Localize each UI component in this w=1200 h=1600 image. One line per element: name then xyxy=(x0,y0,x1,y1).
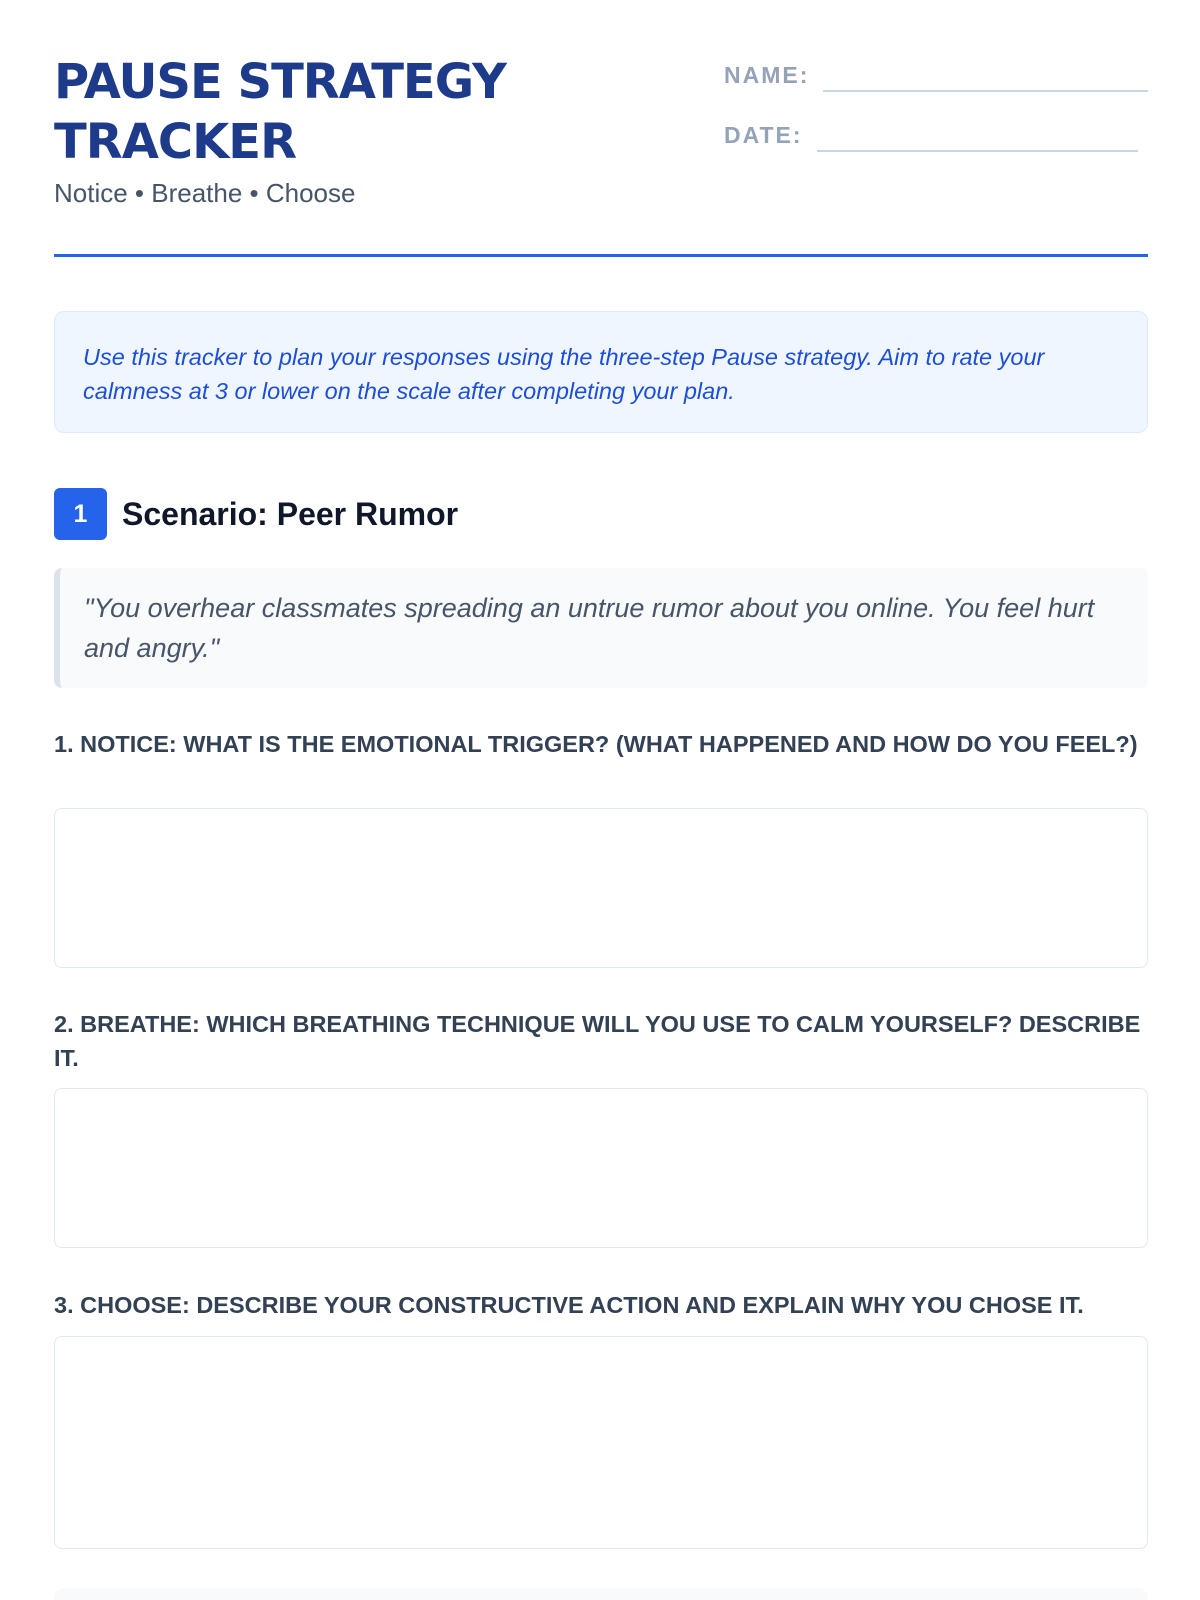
name-field[interactable] xyxy=(823,60,1148,92)
next-section-card xyxy=(54,1588,1148,1600)
instructions-text: Use this tracker to plan your responses using the three-step Pause strategy. Aim to rate your calmness at 3 or lower on the scale after completing your plan. xyxy=(83,344,1045,404)
date-field[interactable] xyxy=(817,120,1138,152)
date-row xyxy=(724,112,1148,152)
breathe-answer-box[interactable] xyxy=(54,1088,1148,1248)
date-label: DATE: xyxy=(724,122,803,148)
name-row xyxy=(724,52,1148,92)
worksheet-page xyxy=(54,0,1148,1600)
instructions-box xyxy=(54,311,1148,433)
scenario-header xyxy=(54,488,458,540)
question-choose-label: 3. CHOOSE: DESCRIBE YOUR CONSTRUCTIVE ACTION AND EXPLAIN WHY YOU CHOSE IT. xyxy=(54,1292,1084,1318)
page-title: PAUSE STRATEGY TRACKER xyxy=(54,54,506,170)
page-subtitle: Notice • Breathe • Choose xyxy=(54,178,356,208)
question-notice-label: 1. NOTICE: WHAT IS THE EMOTIONAL TRIGGER? (WHAT HAPPENED AND HOW DO YOU FEEL?) xyxy=(54,731,1138,757)
scenario-quote xyxy=(54,568,1148,688)
page-header xyxy=(54,52,1148,257)
name-label: NAME: xyxy=(724,62,810,88)
notice-answer-box[interactable] xyxy=(54,808,1148,968)
scenario-title: Scenario: Peer Rumor xyxy=(122,495,459,532)
choose-answer-box[interactable] xyxy=(54,1336,1148,1549)
question-breathe-label: 2. BREATHE: WHICH BREATHING TECHNIQUE WILL YOU USE TO CALM YOURSELF? DESCRIBE IT. xyxy=(54,1011,1141,1071)
scenario-number-badge: 1 xyxy=(54,488,107,540)
scenario-quote-text: "You overhear classmates spreading an untrue rumor about you online. You feel hurt and angry." xyxy=(84,593,1095,663)
